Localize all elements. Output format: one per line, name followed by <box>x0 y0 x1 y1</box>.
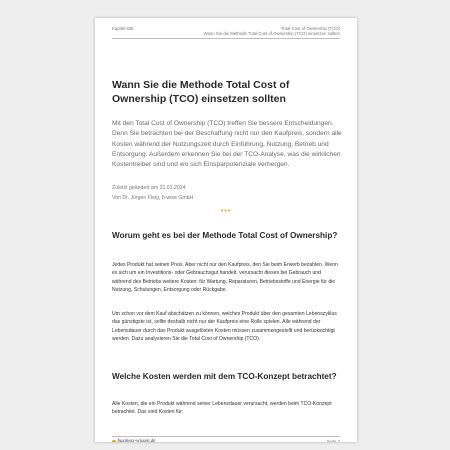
modified-date: Zuletzt geändert am 31.01.2024 <box>112 185 186 191</box>
author-line: Von Dr. Jürgen Fleig, b-wise GmbH <box>112 195 194 201</box>
paragraph-1: Jedes Produkt hat seinen Preis. Aber nicht nur den Kaufpreis, den Sie beim Erwerb bezahlen. Wenn es sich um ein Investitions- oder Gebrauchsgut handelt, verursacht dieses bei Gebrauch und während des Betriebs weitere Kosten: für Wartung, Reparaturen, Betriebsstoffe und Energie für die Nutzung, Schulungen, Entsorgung oder Rückgabe. <box>112 262 338 293</box>
paragraph-2: Um schon vor dem Kauf abschätzen zu können, welches Produkt über den gesamten Lebenszyklus das günstigste ist, sollte deshalb nicht nur der Kaufpreis eine Rolle spielen. Alle während der Lebensdauer durch das Produkt ausgelösten Kosten müssen zusammengestellt und berücksichtigt werden. Dazu analysieren Sie die Total Cost of Ownership (TCO). <box>112 311 337 342</box>
page-header <box>112 26 340 39</box>
chapter-label: Kapitel 836 <box>112 26 134 31</box>
paragraph-3: Alle Kosten, die ein Produkt während seiner Lebensdauer verursacht, werden beim TCO-Konzept betrachtet. Das sind Kosten für: <box>112 401 332 416</box>
document-page <box>95 18 357 442</box>
brand-logo <box>112 439 155 442</box>
page-footer <box>112 436 340 442</box>
footer-divider <box>112 436 340 437</box>
header-doc-title: Total Cost of Ownership (TCO) <box>281 26 340 31</box>
article-title: Wann Sie die Methode Total Cost of Ownership (TCO) einsetzen sollten <box>112 79 290 105</box>
section-heading-2: Welche Kosten werden mit dem TCO-Konzept betrachtet? <box>112 372 337 381</box>
article-lead: Mit den Total Cost of Ownership (TCO) treffen Sie bessere Entscheidungen. Denn Sie betrachten bei der Beschaffung nicht nur den Kaufpreis, sondern alle Kosten während der Nutzungszeit durch Einführung, Nutzung, Betrieb und Entsorgung. Außerdem erkennen Sie bei der TCO-Analyse, was die wirklichen Kostentreiber sind und wo sich Einsparpotenziale verbergen. <box>112 120 342 169</box>
brand-dot-icon <box>112 440 116 443</box>
brand-name: business-wissen.de <box>117 439 156 442</box>
page-number: Seite 2 <box>326 439 340 442</box>
header-divider <box>112 38 340 39</box>
header-doc-subtitle: Wann Sie die Methode Total Cost of Ownership (TCO) einsetzen sollten <box>203 31 340 36</box>
section-heading-1: Worum geht es bei der Methode Total Cost of Ownership? <box>112 231 338 240</box>
section-separator: ••• <box>220 208 232 215</box>
